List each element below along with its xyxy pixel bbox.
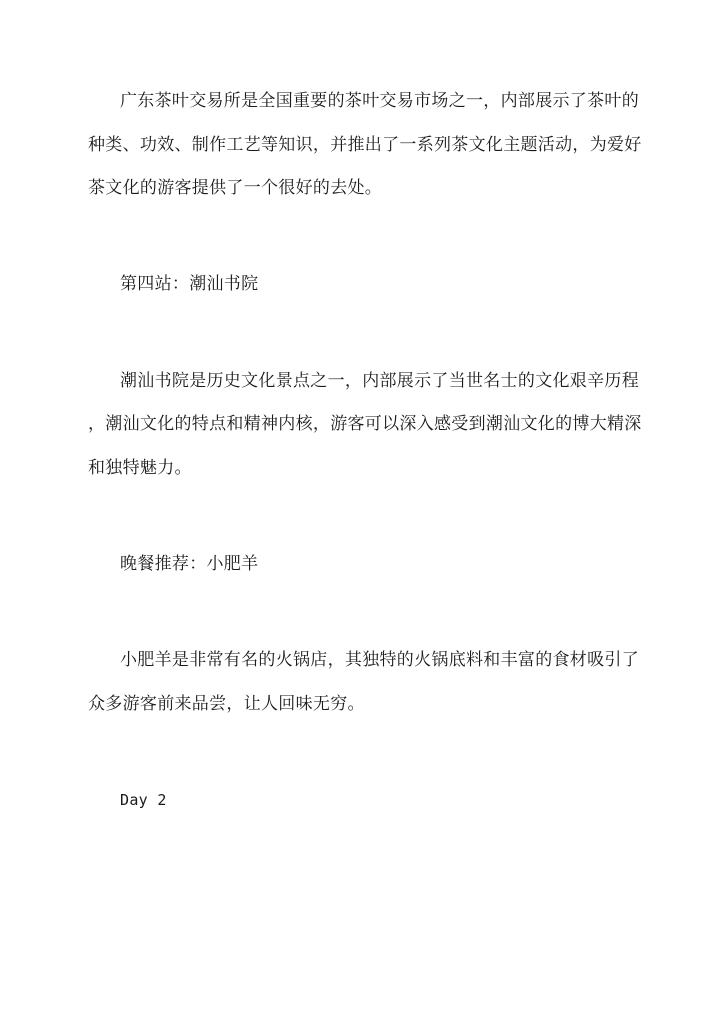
text-line: 茶文化的游客提供了一个很好的去处。 bbox=[88, 178, 383, 198]
text-line: 小肥羊是非常有名的火锅店，其独特的火锅底料和丰富的食材吸引了 bbox=[120, 650, 639, 670]
section-heading-stop-four: 第四站：潮汕书院 bbox=[120, 274, 259, 294]
section-heading-day-2: Day 2 bbox=[120, 791, 167, 809]
text-line: 和独特魅力。 bbox=[88, 458, 192, 478]
text-line: 广东茶叶交易所是全国重要的茶叶交易市场之一，内部展示了茶叶的 bbox=[120, 91, 639, 111]
text-line: ，潮汕文化的特点和精神内核，游客可以深入感受到潮汕文化的博大精深 bbox=[88, 414, 642, 434]
text-line: 种类、功效、制作工艺等知识，并推出了一系列茶文化主题活动，为爱好 bbox=[88, 135, 642, 155]
section-heading-dinner: 晚餐推荐：小肥羊 bbox=[120, 554, 259, 574]
text-line: 众多游客前来品尝，让人回味无穷。 bbox=[88, 694, 365, 714]
text-line: 潮汕书院是历史文化景点之一，内部展示了当世名士的文化艰辛历程 bbox=[120, 371, 639, 391]
